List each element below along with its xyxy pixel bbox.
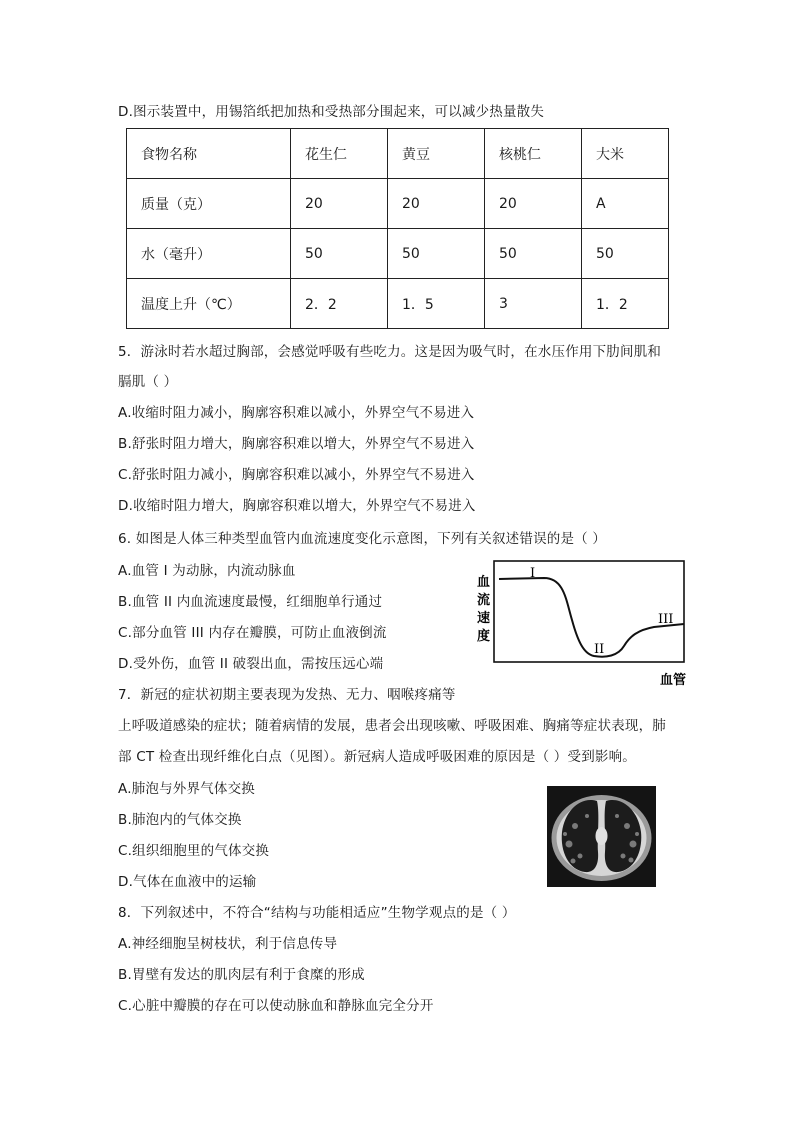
q7-stem-line-1: 7．新冠的症状初期主要表现为发热、无力、咽喉疼痛等 — [118, 687, 456, 703]
food-heat-table — [126, 128, 669, 329]
q5-option-a: A.收缩时阻力减小，胸廓容积难以减小，外界空气不易进入 — [118, 405, 475, 421]
velocity-curve — [499, 578, 684, 657]
ylabel-char: 速 — [477, 611, 491, 626]
table-cell: 温度上升（℃） — [127, 279, 291, 329]
table-row — [127, 179, 669, 229]
table-cell: 质量（克） — [127, 179, 291, 229]
table-cell: 1．2 — [582, 279, 669, 329]
table-cell: 1．5 — [388, 279, 485, 329]
vessel-label-3: III — [658, 612, 674, 627]
q7-option-b: B.肺泡内的气体交换 — [118, 812, 242, 828]
ylabel-char: 度 — [477, 629, 491, 644]
ylabel-char: 流 — [477, 593, 491, 608]
ct-svg — [547, 786, 656, 887]
table-header-cell: 大米 — [582, 129, 669, 179]
blood-velocity-figure — [474, 560, 688, 690]
table-header-cell: 食物名称 — [127, 129, 291, 179]
q5-option-c: C.舒张时阻力减小，胸廓容积难以减小，外界空气不易进入 — [118, 467, 475, 483]
q7-stem-line-2: 上呼吸道感染的症状；随着病情的发展，患者会出现咳嗽、呼吸困难、胸痛等症状表现，肺 — [118, 718, 666, 734]
blood-velocity-svg — [474, 560, 688, 690]
ylabel-char: 血 — [477, 575, 491, 590]
q6-option-b: B.血管 II 内血流速度最慢，红细胞单行通过 — [118, 594, 383, 610]
vessel-label-2: II — [594, 642, 605, 657]
table-header-row — [127, 129, 669, 179]
table-header-cell: 核桃仁 — [485, 129, 582, 179]
q6-option-c: C.部分血管 III 内存在瓣膜，可防止血液倒流 — [118, 625, 387, 641]
xlabel: 血管 — [660, 673, 687, 688]
table-cell: 2．2 — [291, 279, 388, 329]
q5-stem-line-1: 5．游泳时若水超过胸部，会感觉呼吸有些吃力。这是因为吸气时，在水压作用下肋间肌和 — [118, 344, 662, 360]
table-cell: 50 — [388, 229, 485, 279]
q7-option-d: D.气体在血液中的运输 — [118, 874, 257, 890]
q6-option-d: D.受外伤，血管 II 破裂出血，需按压远心端 — [118, 656, 384, 672]
table-row — [127, 279, 669, 329]
q7-stem-line-3: 部 CT 检查出现纤维化白点（见图）。新冠病人造成呼吸困难的原因是（ ）受到影响。 — [118, 749, 636, 765]
table-cell: 20 — [388, 179, 485, 229]
q6-stem: 6. 如图是人体三种类型血管内血流速度变化示意图，下列有关叙述错误的是（ ） — [118, 531, 607, 547]
q6-option-a: A.血管 I 为动脉，内流动脉血 — [118, 563, 296, 579]
table-cell: 水（毫升） — [127, 229, 291, 279]
q5-option-b: B.舒张时阻力增大，胸廓容积难以增大，外界空气不易进入 — [118, 436, 475, 452]
q8-option-b: B.胃壁有发达的肌肉层有利于食糜的形成 — [118, 967, 365, 983]
table-cell: 20 — [291, 179, 388, 229]
table-header-cell: 花生仁 — [291, 129, 388, 179]
table-cell: 3 — [485, 279, 582, 329]
q8-option-a: A.神经细胞呈树枝状，利于信息传导 — [118, 936, 338, 952]
q5-stem-line-2: 膈肌（ ） — [118, 374, 178, 390]
table-cell: 50 — [582, 229, 669, 279]
figure-frame — [494, 561, 684, 662]
table-cell: A — [582, 179, 669, 229]
table-row — [127, 229, 669, 279]
q7-option-c: C.组织细胞里的气体交换 — [118, 843, 270, 859]
table-cell: 50 — [485, 229, 582, 279]
table-header-cell: 黄豆 — [388, 129, 485, 179]
table-cell: 20 — [485, 179, 582, 229]
q7-option-a: A.肺泡与外界气体交换 — [118, 781, 255, 797]
q8-option-c: C.心脏中瓣膜的存在可以使动脉血和静脉血完全分开 — [118, 998, 434, 1014]
vessel-label-1: I — [530, 566, 536, 581]
q8-stem: 8．下列叙述中，不符合“结构与功能相适应”生物学观点的是（ ） — [118, 905, 516, 921]
q5-option-d: D.收缩时阻力增大，胸廓容积难以增大，外界空气不易进入 — [118, 498, 476, 514]
lung-ct-scan-image — [547, 786, 656, 887]
table-cell: 50 — [291, 229, 388, 279]
q4-option-d: D.图示装置中，用锡箔纸把加热和受热部分围起来，可以减少热量散失 — [118, 104, 545, 120]
